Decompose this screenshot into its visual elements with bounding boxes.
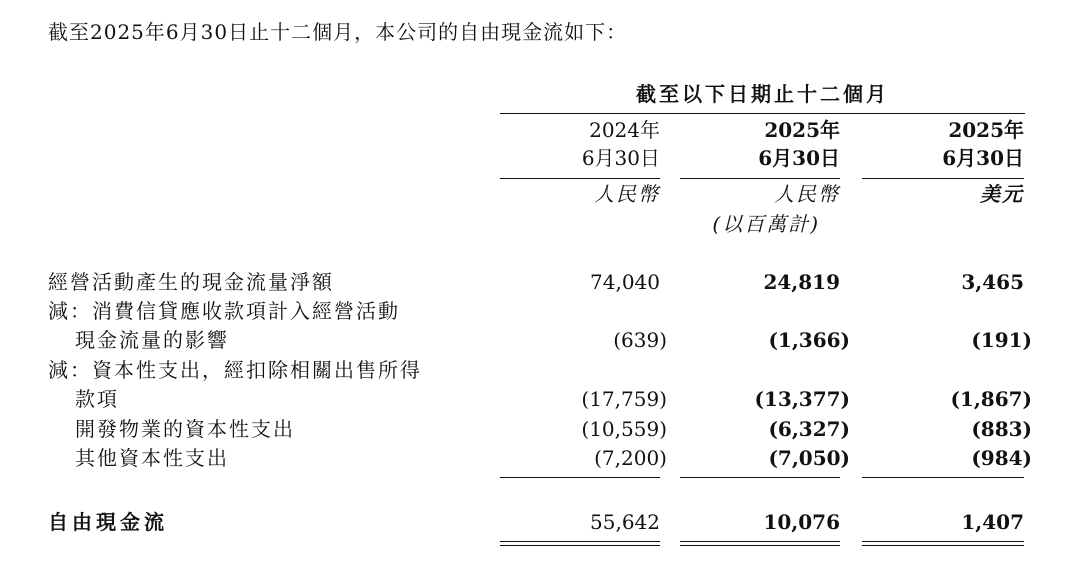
cell-2025-usd: 3,465: [961, 270, 1024, 294]
row-label: 款項: [75, 387, 119, 411]
row-label: 經營活動產生的現金流量淨額: [48, 270, 334, 294]
cell-2025-usd: (1,867): [950, 387, 1032, 411]
row-label: 其他資本性支出: [75, 446, 229, 470]
cell-2024: 74,040: [590, 270, 660, 294]
unit-note: (以百萬計): [712, 212, 820, 236]
col1-date: 6月30日: [581, 146, 660, 170]
col3-rule: [862, 178, 1024, 179]
cell-2025-usd: (191): [971, 328, 1032, 352]
col1-currency: 人民幣: [594, 182, 660, 206]
total-double-rule: [862, 541, 1024, 542]
subtotal-rule: [862, 477, 1024, 478]
cell-2025-rmb: (7,050): [768, 446, 850, 470]
total-label: 自由現金流: [48, 510, 168, 534]
cell-2024: (639): [613, 328, 667, 352]
col3-date: 6月30日: [942, 146, 1024, 170]
period-title: 截至以下日期止十二個月: [636, 82, 889, 106]
cell-2024: (17,759): [581, 387, 667, 411]
row-label: 減：資本性支出，經扣除相關出售所得: [48, 358, 422, 382]
total-double-rule: [862, 545, 1024, 546]
total-2024: 55,642: [590, 510, 660, 534]
cell-2025-rmb: (1,366): [768, 328, 850, 352]
total-2025-rmb: 10,076: [763, 510, 840, 534]
cell-2025-rmb: (13,377): [754, 387, 850, 411]
col3-year: 2025年: [948, 118, 1024, 142]
cell-2025-rmb: 24,819: [763, 270, 840, 294]
total-double-rule: [500, 545, 660, 546]
subtotal-rule: [500, 477, 660, 478]
cell-2025-rmb: (6,327): [768, 417, 850, 441]
col1-year: 2024年: [589, 118, 660, 142]
total-double-rule: [680, 545, 840, 546]
col2-currency: 人民幣: [774, 182, 840, 206]
total-double-rule: [680, 541, 840, 542]
header-rule: [500, 113, 1025, 114]
row-label: 開發物業的資本性支出: [75, 417, 295, 441]
intro-text: 截至2025年6月30日止十二個月，本公司的自由現金流如下：: [48, 20, 628, 44]
cell-2025-usd: (984): [971, 446, 1032, 470]
col2-year: 2025年: [764, 118, 840, 142]
subtotal-rule: [680, 477, 840, 478]
col1-rule: [500, 178, 660, 179]
cell-2024: (10,559): [581, 417, 667, 441]
total-2025-usd: 1,407: [961, 510, 1024, 534]
col2-date: 6月30日: [758, 146, 840, 170]
cell-2024: (7,200): [594, 446, 667, 470]
cell-2025-usd: (883): [971, 417, 1032, 441]
col3-currency: 美元: [980, 182, 1024, 206]
total-double-rule: [500, 541, 660, 542]
row-label: 減：消費信貸應收款項計入經營活動: [48, 299, 400, 323]
row-label: 現金流量的影響: [75, 328, 229, 352]
col2-rule: [680, 178, 840, 179]
